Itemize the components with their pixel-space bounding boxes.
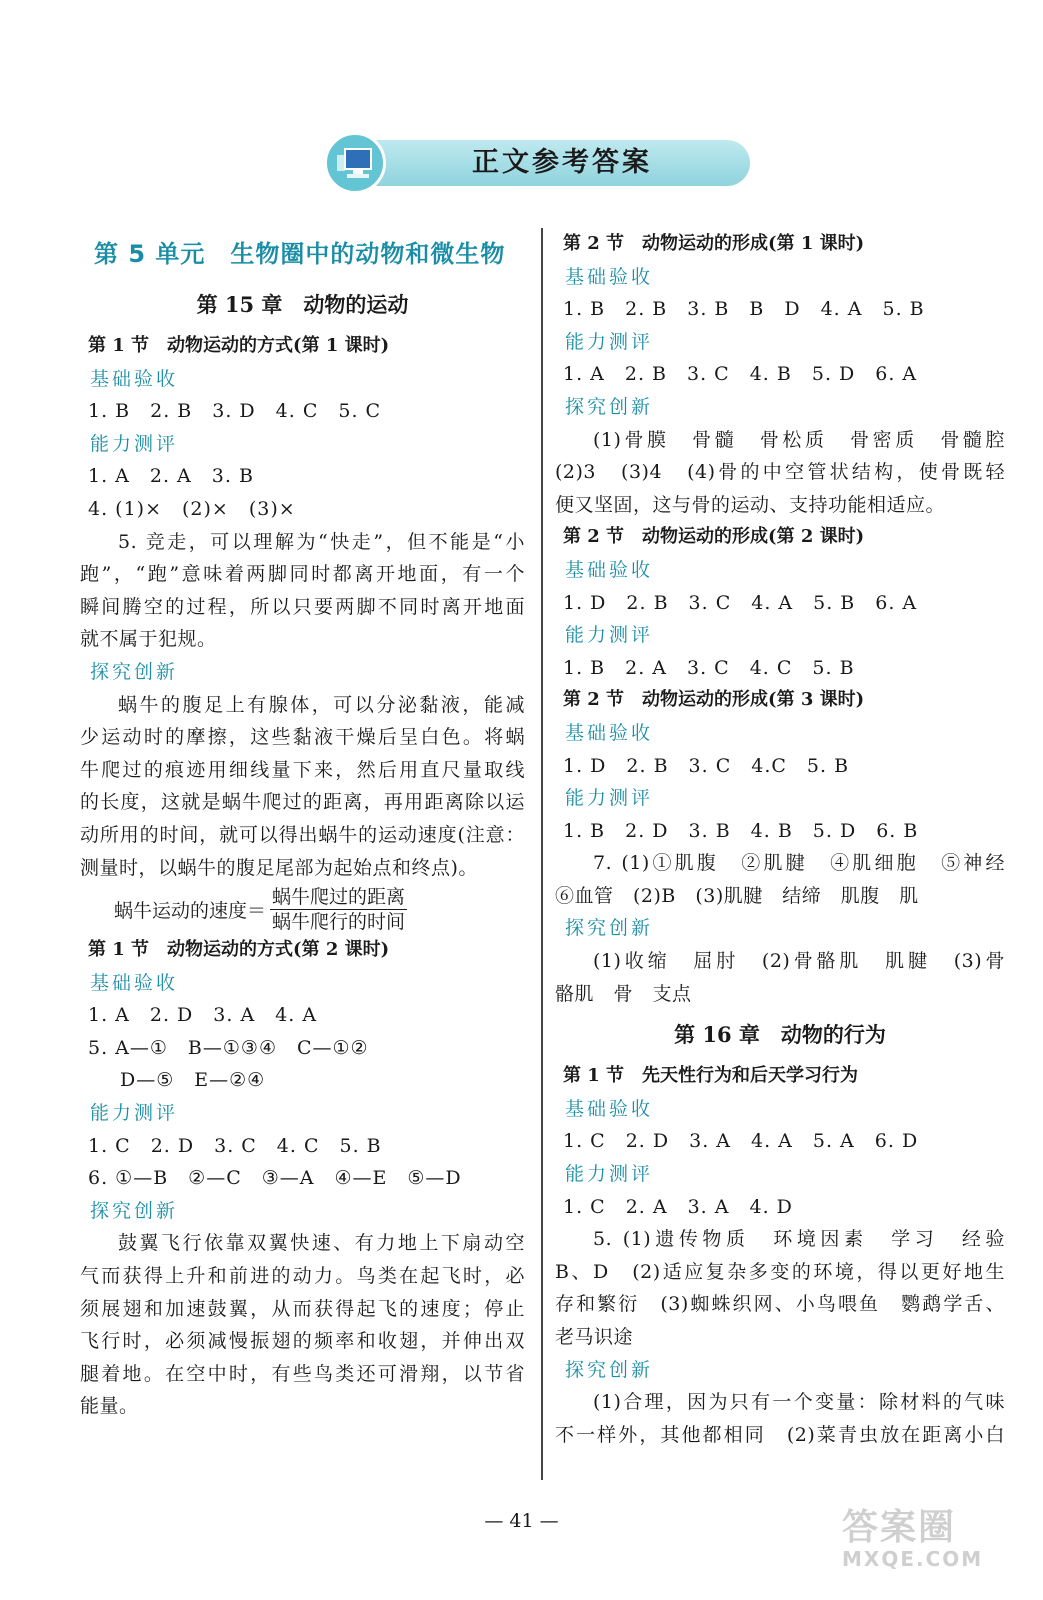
paragraph-line: B、D (2)适应复杂多变的环境，得以更好地生 xyxy=(555,1260,1005,1283)
basic-check-label: 基础验收 xyxy=(90,367,179,390)
ability-test-label: 能力测评 xyxy=(565,787,654,810)
basic-check-label: 基础验收 xyxy=(565,558,654,581)
paragraph-line: 便又坚固，这与骨的运动、支持功能相适应。 xyxy=(555,493,946,516)
chapter-15-title: 第 15 章 动物的运动 xyxy=(196,292,409,317)
formula-lhs: 蜗牛运动的速度＝ xyxy=(114,899,267,922)
computer-icon xyxy=(324,132,386,194)
section-title: 第 2 节 动物运动的形成(第 2 课时) xyxy=(563,526,865,548)
left-column xyxy=(80,228,525,1423)
paragraph-line: (2)3 (3)4 (4)骨的中空管状结构，使骨既轻 xyxy=(555,461,1005,484)
formula-denominator: 蜗牛爬行的时间 xyxy=(272,910,406,933)
paragraph-line: 飞行时，必须减慢振翅的频率和收翅，并伸出双 xyxy=(80,1330,525,1353)
formula-fraction xyxy=(270,885,407,934)
answer-line: 1. C 2. D 3. C 4. C 5. B xyxy=(88,1134,382,1157)
paragraph-line: (1)合理，因为只有一个变量：除材料的气味 xyxy=(593,1391,1005,1414)
unit-title: 第 5 单元 生物圈中的动物和微生物 xyxy=(94,240,506,268)
basic-check-label: 基础验收 xyxy=(565,1097,654,1120)
chapter-16-title: 第 16 章 动物的行为 xyxy=(674,1022,886,1048)
explore-label: 探究创新 xyxy=(90,660,179,683)
basic-check-label: 基础验收 xyxy=(565,721,654,744)
explore-label: 探究创新 xyxy=(565,917,654,940)
column-divider xyxy=(541,228,543,1480)
explore-label: 探究创新 xyxy=(565,1358,654,1381)
paragraph-line: 蜗牛的腹足上有腺体，可以分泌黏液，能减 xyxy=(118,693,525,716)
speed-formula xyxy=(80,884,525,934)
paragraph-line: 气而获得上升和前进的动力。鸟类在起飞时，必 xyxy=(80,1265,525,1288)
answer-line: 1. B 2. B 3. D 4. C 5. C xyxy=(88,400,382,423)
page-number: — 41 — xyxy=(484,1510,559,1532)
watermark-sub: MXQE.COM xyxy=(842,1547,984,1571)
paragraph-line: 骼肌 骨 支点 xyxy=(555,982,692,1005)
answer-line: 1. D 2. B 3. C 4.C 5. B xyxy=(563,754,850,777)
paragraph-line: 测量时，以蜗牛的腹足尾部为起始点和终点)。 xyxy=(80,856,478,879)
answer-line: 1. A 2. A 3. B xyxy=(88,465,254,488)
answer-line: 1. C 2. A 3. A 4. D xyxy=(563,1195,793,1218)
paragraph-line: 存和繁衍 (3)蜘蛛织网、小鸟喂鱼 鹦鹉学舌、 xyxy=(555,1293,1005,1316)
section-title: 第 1 节 动物运动的方式(第 2 课时) xyxy=(88,939,390,961)
banner-title: 正文参考答案 xyxy=(472,147,652,178)
basic-check-label: 基础验收 xyxy=(90,971,179,994)
ability-test-label: 能力测评 xyxy=(565,624,654,647)
answer-line: 1. A 2. D 3. A 4. A xyxy=(88,1004,318,1027)
paragraph-line: 就不属于犯规。 xyxy=(80,628,217,651)
answer-banner xyxy=(322,132,752,194)
explore-label: 探究创新 xyxy=(565,395,654,418)
answer-line: 1. D 2. B 3. C 4. A 5. B 6. A xyxy=(563,591,918,614)
paragraph-line: ⑥血管 (2)B (3)肌腱 结缔 肌腹 肌 xyxy=(555,884,919,907)
ability-test-label: 能力测评 xyxy=(565,330,654,353)
answer-line: 4. (1)× (2)× (3)× xyxy=(88,497,296,520)
paragraph-line: 瞬间腾空的过程，所以只要两脚不同时离开地面 xyxy=(80,595,525,618)
watermark-logo xyxy=(842,1508,1012,1570)
paragraph-line: 鼓翼飞行依靠双翼快速、有力地上下扇动空 xyxy=(118,1232,525,1255)
paragraph-line: 5. (1)遗传物质 环境因素 学习 经验 xyxy=(593,1228,1005,1251)
paragraph-line: 须展翅和加速鼓翼，从而获得起飞的速度；停止 xyxy=(80,1297,525,1320)
paragraph-line: 动所用的时间，就可以得出蜗牛的运动速度(注意： xyxy=(80,823,525,846)
answer-line: D—⑤ E—②④ xyxy=(120,1069,266,1092)
paragraph-line: 7. (1)①肌腹 ②肌腱 ④肌细胞 ⑤神经 xyxy=(593,852,1005,875)
paragraph-line: 老马识途 xyxy=(555,1326,634,1348)
paragraph-line: 腿着地。在空中时，有些鸟类还可滑翔，以节省 xyxy=(80,1362,525,1385)
section-title: 第 2 节 动物运动的形成(第 1 课时) xyxy=(563,233,865,254)
paragraph-line: 少运动时的摩擦，这些黏液干燥后呈白色。将蜗 xyxy=(80,726,525,749)
paragraph-line: 跑”，“跑”意味着两脚同时都离开地面，有一个 xyxy=(80,563,525,586)
right-column xyxy=(555,228,1005,1451)
paragraph-line: 牛爬过的痕迹用细线量下来，然后用直尺量取线 xyxy=(80,758,525,781)
ability-test-label: 能力测评 xyxy=(90,432,179,455)
paragraph-line: (1)收缩 屈肘 (2)骨骼肌 肌腱 (3)骨 xyxy=(593,950,1005,973)
ability-test-label: 能力测评 xyxy=(565,1163,654,1186)
paragraph-line: (1)骨膜 骨髓 骨松质 骨密质 骨髓腔 xyxy=(593,428,1005,451)
answer-line: 1. B 2. D 3. B 4. B 5. D 6. B xyxy=(563,819,919,842)
answer-line: 1. B 2. B 3. B B D 4. A 5. B xyxy=(563,298,925,321)
basic-check-label: 基础验收 xyxy=(565,265,654,288)
formula-numerator: 蜗牛爬过的距离 xyxy=(272,885,406,908)
section-title: 第 2 节 动物运动的形成(第 3 课时) xyxy=(563,689,865,711)
paragraph-line: 不一样外，其他都相同 (2)菜青虫放在距离小白 xyxy=(555,1423,1005,1446)
answer-line: 6. ①—B ②—C ③—A ④—E ⑤—D xyxy=(88,1167,462,1190)
paragraph-line: 5. 竞走，可以理解为“快走”，但不能是“小 xyxy=(118,530,525,553)
answer-line: 1. A 2. B 3. C 4. B 5. D 6. A xyxy=(563,363,918,386)
paragraph-line: 的长度，这就是蜗牛爬过的距离，再用距离除以运 xyxy=(80,791,525,814)
paragraph-line: 能量。 xyxy=(80,1395,139,1418)
answer-line: 1. C 2. D 3. A 4. A 5. A 6. D xyxy=(563,1130,919,1153)
ability-test-label: 能力测评 xyxy=(90,1102,179,1125)
answer-line: 5. A—① B—①③④ C—①② xyxy=(88,1036,369,1059)
section-title: 第 1 节 先天性行为和后天学习行为 xyxy=(563,1065,859,1087)
explore-label: 探究创新 xyxy=(90,1199,179,1222)
watermark-main: 答案圈 xyxy=(842,1507,957,1548)
section-title: 第 1 节 动物运动的方式(第 1 课时) xyxy=(88,335,390,356)
answer-line: 1. B 2. A 3. C 4. C 5. B xyxy=(563,656,855,679)
